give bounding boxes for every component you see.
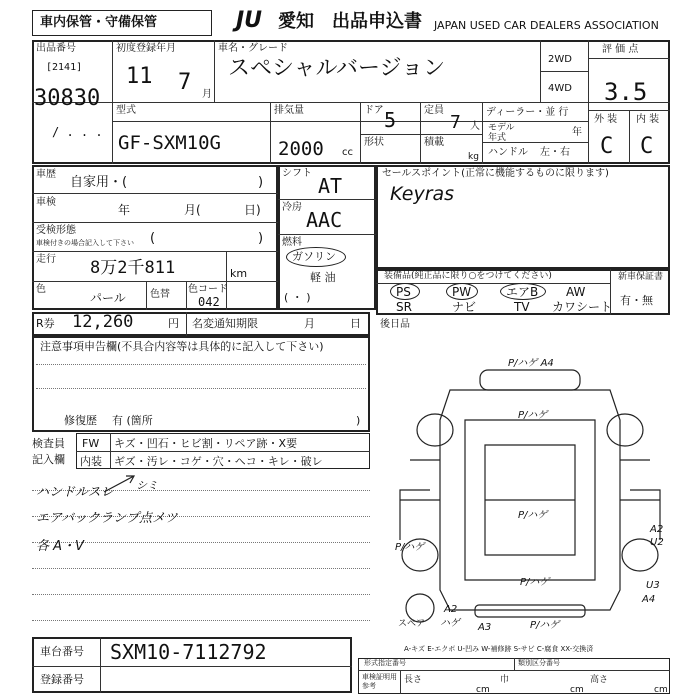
damage-label-rear-bumper: P/ハゲ (530, 620, 560, 631)
int-value: C (640, 134, 654, 159)
color-label: 色 (36, 284, 46, 295)
reg-month: 7 (178, 70, 192, 95)
shift-value: AT (318, 174, 343, 198)
ps-circle (390, 283, 420, 300)
bumper-outline (475, 605, 585, 617)
equip-ps: PS (396, 285, 411, 299)
fuel-other: ( ・ ) (284, 291, 311, 304)
damage-label-roof: P/ハゲ A4 (508, 358, 554, 369)
length-label: 長さ (404, 675, 423, 685)
width-cm: cm (570, 685, 584, 695)
name-value: スペシャルバージョン (228, 56, 446, 81)
lot-number: 30830 (34, 86, 101, 111)
score-label: 評 価 点 (602, 44, 639, 55)
airbag-circle (500, 283, 546, 300)
recv-note: 車検付きの場合記入して下さい (36, 239, 134, 247)
damage-label-a3: A3 (478, 622, 492, 633)
mileage-unit: km (230, 267, 248, 280)
lot-extra: / . . . (52, 125, 103, 139)
sales-label: セールスポイント(正常に機能するものに限ります) (382, 168, 609, 179)
inspect-label: 車検 (36, 197, 56, 208)
repair-value: 有 (箇所 (112, 414, 153, 427)
fuel-value: ガソリン (292, 250, 336, 263)
load-label: 積載 (424, 137, 444, 148)
recv-label: 受検形態 (36, 225, 76, 236)
damage-label-u2: U2 (650, 537, 664, 548)
note-arrow (100, 470, 140, 496)
note-handwritten-2: エアバックランプ点メツ (36, 511, 178, 526)
equipment-label: 装備品(純正品に限り○をつけてください) (384, 271, 552, 281)
car-diagram (390, 350, 670, 650)
designation-label: 形式指定番号 (364, 659, 406, 667)
equip-tv: TV (514, 300, 530, 314)
reg-year: 11 (126, 64, 153, 89)
height-label: 高さ (590, 675, 609, 685)
shift-label: シフト (282, 168, 312, 179)
equip-airbag: エアB (506, 285, 539, 299)
chassis-label: 車台番号 (40, 645, 84, 658)
owner-close: ) (258, 175, 264, 190)
disp-unit: cc (342, 147, 353, 158)
inspector-label: 検査員 記入欄 (32, 437, 65, 466)
model-label: 型式 (116, 105, 136, 116)
notes-label: 注意事項申告欄(不具合内容等は具体的に記入して下さい) (40, 340, 324, 353)
cap-label: 定員 (424, 105, 444, 116)
damage-legend: A-キズ E-エクボ U-凹み W-補修跡 S-サビ C-腐食 XX-交換済 (404, 645, 594, 653)
equip-pw: PW (452, 285, 472, 299)
category-label: 類別区分番号 (518, 659, 560, 667)
damage-label-hood: P/ハゲ (518, 410, 548, 421)
handle-value: 左・右 (540, 147, 570, 158)
ticket-unit: 円 (168, 317, 179, 330)
pw-circle (446, 283, 478, 300)
ac-label: 冷房 (282, 202, 302, 213)
int-label: 内 装 (636, 114, 660, 125)
damage-label-u3: U3 (646, 580, 660, 591)
fuel-alt: 軽 油 (310, 271, 336, 284)
guarantee-label: 新車保証書 (618, 272, 664, 282)
ticket-value: 12,260 (72, 312, 134, 332)
equip-navi: ナビ (452, 300, 477, 314)
chassis-value: SXM10-7112792 (110, 640, 267, 664)
handle-label: ハンドル (488, 147, 528, 158)
damage-label-left: P/ハゲ (395, 542, 425, 553)
damage-label-a2-right: A2 (650, 524, 664, 535)
deadline-month: 月 (304, 317, 315, 330)
roof-outline (480, 370, 580, 390)
lot-code: [2141] (46, 62, 83, 73)
length-cm: cm (476, 685, 490, 695)
inspect-year: 年 (118, 203, 131, 217)
ext-value: C (600, 134, 614, 159)
ext-label: 外 装 (594, 114, 618, 125)
fw-items: キズ・凹石・ヒビ割・リペア跡・X要 (114, 437, 298, 450)
note-handwritten-1: ハンドルスレ (36, 485, 114, 500)
regno-label: 登録番号 (40, 673, 84, 686)
lot-label: 出品番号 (36, 43, 76, 54)
guarantee-value: 有・無 (620, 294, 653, 307)
sales-frame (376, 165, 670, 269)
height-cm: cm (654, 685, 668, 695)
month-unit: 月 (202, 89, 212, 100)
repair-label: 修復歴 (64, 414, 97, 427)
fuel-label: 燃料 (282, 237, 302, 248)
doc-title: 出品申込書 (332, 11, 422, 32)
score-value: 3.5 (604, 78, 648, 106)
note-handwritten-1b: シミ (136, 479, 158, 492)
recv-open: ( (150, 231, 156, 246)
cap-unit: 人 (470, 121, 480, 132)
org-name: 愛知 (278, 11, 314, 32)
damage-label-a2-rear: A2 (444, 604, 458, 615)
door-value: 5 (384, 108, 397, 132)
colorcode-value: 042 (198, 295, 220, 309)
reg-label: 初度登録年月 (116, 43, 176, 54)
later-label: 後日品 (380, 319, 410, 330)
cert-label: 車検証明用 参考 (362, 673, 397, 691)
ticket-label: R券 (36, 317, 55, 330)
colorcode-label: 色コード (188, 284, 228, 295)
cap-value: 7 (450, 112, 461, 133)
ju-logo: JU (236, 8, 263, 33)
deadline-day: 日 (350, 317, 361, 330)
spare-wheel (406, 594, 434, 622)
spare-label: スペア (398, 619, 426, 629)
model-year-label: モデル 年式 (488, 123, 515, 143)
color-value: パール (90, 291, 126, 305)
deadline-label: 名変通知期限 (192, 317, 258, 330)
damage-label-center: P/ハゲ (518, 510, 548, 521)
interior-items: ギズ・汚レ・コゲ・穴・ヘコ・キレ・破レ (114, 455, 323, 468)
model-value: GF-SXM10G (118, 132, 221, 154)
wheel-front-right (607, 414, 643, 446)
storage-title: 車内保管・守備保管 (40, 15, 158, 30)
model-year-unit: 年 (572, 127, 582, 138)
name-label: 車名・グレード (218, 43, 288, 54)
inspect-day: 日) (244, 203, 261, 217)
disp-label: 排気量 (274, 105, 304, 116)
wheel-front-left (417, 414, 453, 446)
ac-value: AAC (306, 208, 343, 232)
mileage-value: 8万2千811 (90, 258, 176, 278)
dealer-label: ディーラー・並 行 (486, 107, 569, 118)
width-label: 巾 (500, 675, 510, 685)
disp-value: 2000 (278, 138, 324, 160)
sales-value: Keyras (390, 183, 455, 205)
note-handwritten-3: 各 A・V (36, 539, 84, 554)
door-label: ドア (364, 105, 384, 116)
recv-close: ) (258, 231, 264, 246)
drive-4wd: 4WD (548, 83, 572, 94)
inspect-month: 月( (184, 203, 201, 217)
shape-label: 形状 (364, 137, 384, 148)
damage-label-hage: ハゲ (440, 618, 460, 629)
damage-label-rear: P/ハゲ (520, 577, 550, 588)
equip-leather: カワシート (552, 300, 613, 314)
recolor-label: 色替 (150, 289, 170, 300)
owner-label: 車歴 (36, 169, 56, 180)
owner-value: 自家用・( (70, 175, 128, 190)
association-name: JAPAN USED CAR DEALERS ASSOCIATION (434, 19, 659, 32)
fw-label: FW (82, 437, 100, 450)
interior-label: 内装 (80, 455, 102, 468)
equip-aw: AW (566, 285, 586, 299)
repair-close: ) (356, 414, 361, 427)
load-unit: kg (468, 152, 479, 162)
drive-2wd: 2WD (548, 54, 572, 65)
mileage-label: 走行 (36, 254, 56, 265)
equip-sr: SR (396, 300, 412, 314)
damage-label-a4: A4 (642, 594, 656, 605)
